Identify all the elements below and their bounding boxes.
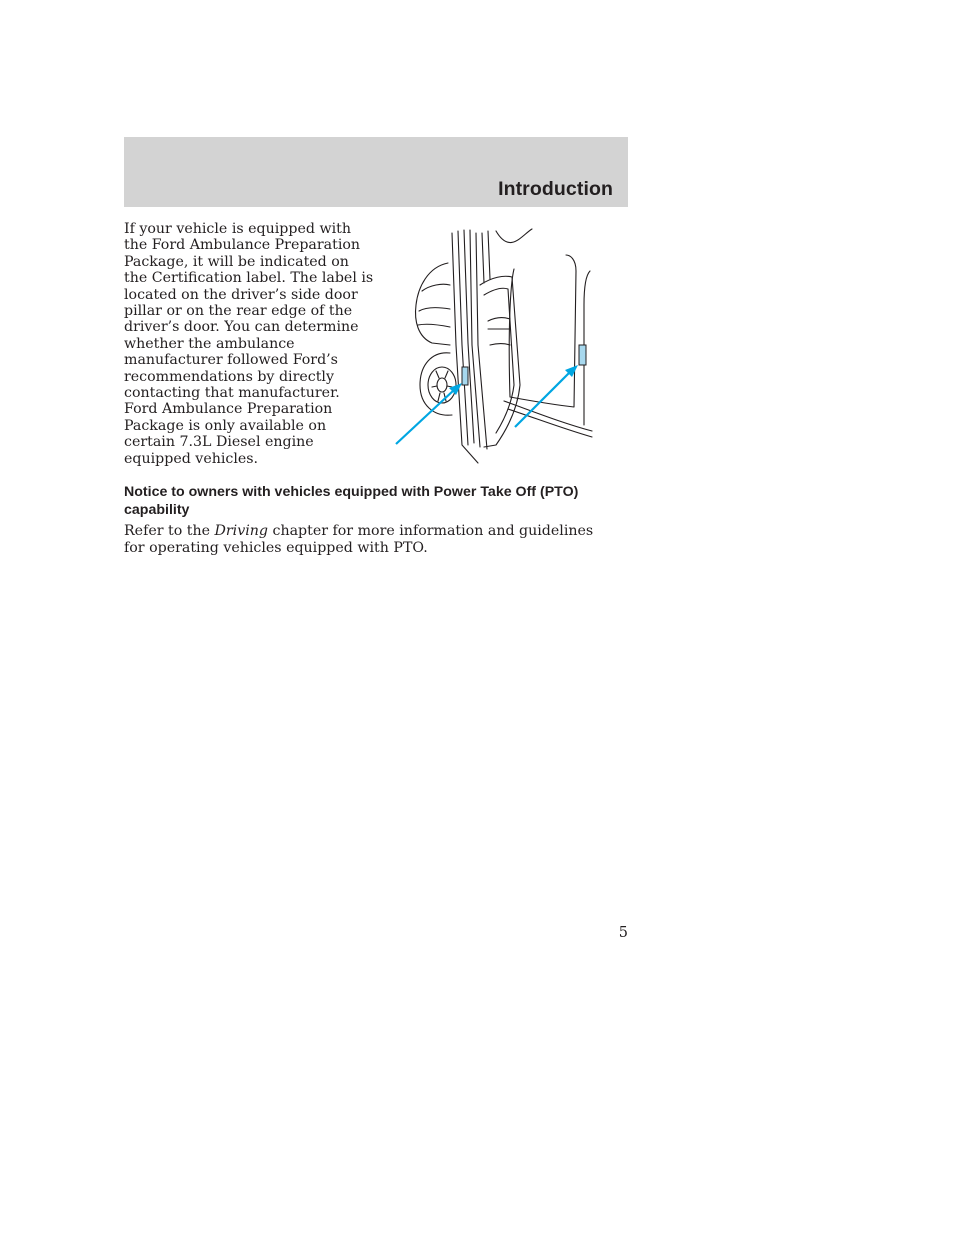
arrow-to-door-edge bbox=[396, 390, 454, 444]
door-label-illustration bbox=[392, 225, 602, 465]
door-pillar-label bbox=[579, 345, 586, 365]
section-title: Introduction bbox=[498, 178, 613, 200]
vehicle-door-drawing bbox=[416, 229, 592, 463]
pointer-arrows bbox=[396, 365, 578, 444]
page-number: 5 bbox=[618, 925, 628, 941]
driving-chapter-reference: Driving bbox=[214, 523, 268, 539]
pto-body-end: chapter for more information and guidelines for operating vehicles equipped with PTO. bbox=[124, 523, 594, 556]
pto-section-body bbox=[124, 523, 614, 556]
door-edge-label bbox=[462, 367, 468, 385]
pto-section-heading: Notice to owners with vehicles equipped with Power Take Off (PTO) capability bbox=[124, 484, 579, 518]
section-header-band bbox=[124, 137, 628, 207]
pto-body-start: Refer to the bbox=[124, 523, 215, 539]
intro-paragraph: If your vehicle is equipped with the Ford Ambulance Preparation Package, it will be indicated on the Certification label. The label is located on the driver’s side door pillar or on the rear edge of the driver’s door. You can determine whether the ambulance manufacturer followed Ford’s recommendations by directly contacting that manufacturer. Ford Ambulance Preparation Package is only available on certain 7.3L Diesel engine equipped vehicles. bbox=[124, 221, 374, 467]
